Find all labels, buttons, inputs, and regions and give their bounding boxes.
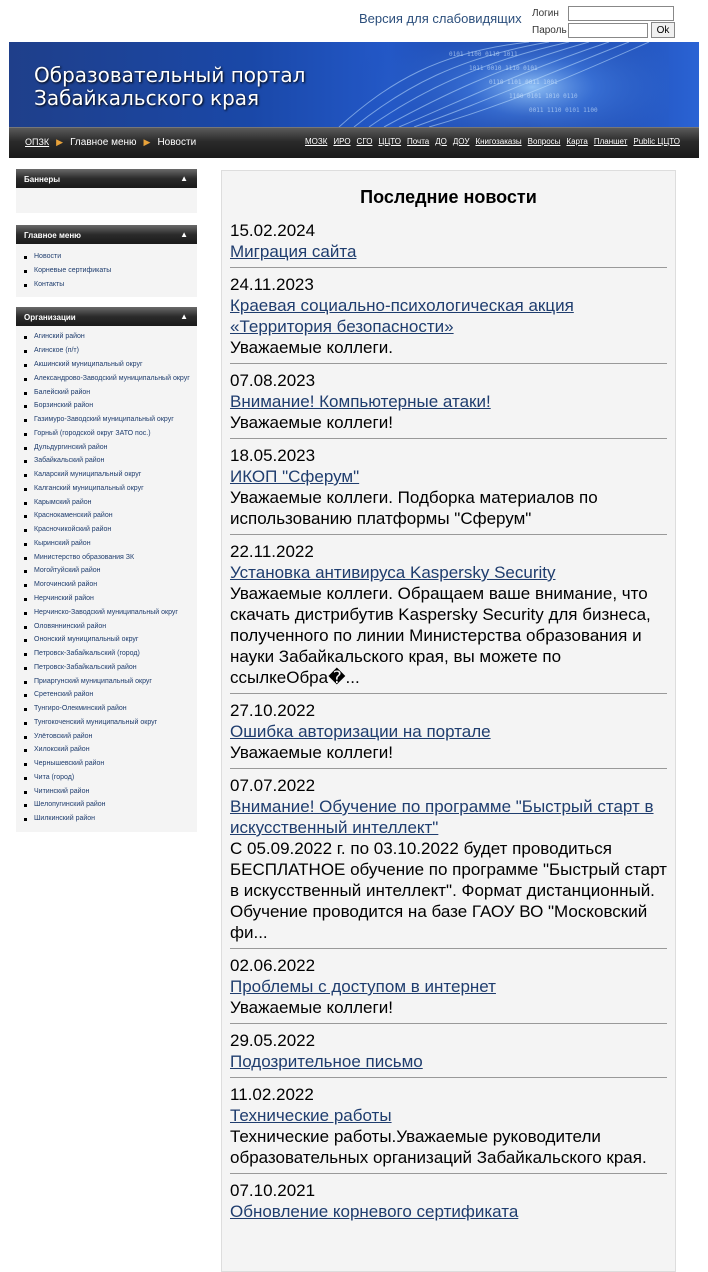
organization-link[interactable]: Акшинский муниципальный округ [34,360,143,368]
accessible-version-link[interactable]: Версия для слабовидящих [359,11,522,26]
news-date: 15.02.2024 [230,221,316,240]
news-headline-link[interactable]: Установка антивируса Kaspersky Security [230,563,556,582]
news-summary: С 05.09.2022 г. по 03.10.2022 будет проводиться БЕСПЛАТНОЕ обучение по программе "Быстрый старт в искусственный интеллект". Формат дистанционный. Обучение проводится на базе ГАОУ ВО "Московский фи... [230,839,667,942]
organization-item [16,482,197,496]
news-item [230,268,667,364]
svg-text:1100 0101 1010 0110: 1100 0101 1010 0110 [509,93,578,100]
organization-link[interactable]: Каларский муниципальный округ [34,471,142,478]
organization-item [16,441,197,455]
organization-item [16,386,197,400]
news-headline-link[interactable]: Внимание! Компьютерные атаки! [230,392,491,411]
sidebar [16,169,197,832]
organization-item [16,688,197,702]
organization-link[interactable]: Забайкальский район [34,457,105,465]
bullet-icon [24,447,27,450]
bullet-icon [24,336,27,339]
organization-link[interactable]: Читинский район [34,787,90,795]
organization-link[interactable]: Чернышевский район [34,760,105,767]
organization-link[interactable]: Агинское (п/т) [34,347,79,354]
organization-item [16,496,197,510]
organization-item [16,523,197,537]
password-label: Пароль [532,25,567,36]
news-item [230,214,667,268]
organization-link[interactable]: Петровск-Забайкальский район [34,663,137,671]
login-label: Логин [532,8,559,19]
organization-item [16,330,197,344]
bullet-icon [24,667,27,670]
news-item [230,1174,667,1227]
bullet-icon [24,488,27,491]
news-panel [221,170,676,1272]
breadcrumb-arrow-icon: ▶ [56,137,64,147]
news-date: 29.05.2022 [230,1031,316,1050]
organization-item [16,372,197,386]
top-link[interactable]: Карта [566,137,588,146]
top-link[interactable]: Public ЦЦТО [633,137,680,146]
news-item [230,535,667,694]
top-link[interactable]: Книгозаказы [475,137,522,146]
news-date: 22.11.2022 [230,542,314,561]
organization-item [16,620,197,634]
top-link[interactable]: МОЗК [305,137,328,146]
breadcrumb-item-news: Новости [157,137,197,148]
news-headline-link[interactable]: Ошибка авторизации на портале [230,722,491,741]
bullet-icon [24,515,27,518]
news-summary: Уважаемые коллеги. Обращаем ваше внимание, что скачать дистрибутив Kaspersky Security для бизнеса, полученного по линии Министерства образования и науки Забайкальского края, вы можете по ссылкеОбра�... [230,584,651,687]
news-summary: Уважаемые коллеги. Подборка материалов по использованию платформы "Сферум" [230,488,598,528]
main-menu-module-header[interactable] [16,225,197,244]
organization-item [16,427,197,441]
organization-link[interactable]: Дульдургинский район [34,443,108,451]
bullet-icon [24,270,27,273]
collapse-icon[interactable]: ▲ [180,312,188,322]
organization-link[interactable]: Петровск-Забайкальский (город) [34,650,140,657]
top-link[interactable]: Вопросы [527,137,561,146]
main-menu-item [16,264,197,278]
news-item [230,364,667,439]
organizations-title: Организации [24,313,76,323]
organization-item [16,537,197,551]
news-date: 07.08.2023 [230,371,316,390]
news-item [230,949,667,1024]
top-links [299,137,680,146]
bullet-icon [24,350,27,353]
breadcrumb-item-main-menu[interactable]: Главное меню [70,137,137,148]
top-link[interactable]: Планшет [593,137,628,146]
news-headline-link[interactable]: Обновление корневого сертификата [230,1202,519,1221]
organization-link[interactable]: Краснокаменский район [34,512,113,520]
main-menu-item [16,278,197,292]
organization-item [16,592,197,606]
bullet-icon [24,433,27,436]
svg-text:0101 1100 0110 1011: 0101 1100 0110 1011 [449,51,518,58]
news-headline-link[interactable]: Краевая социально-психологическая акция «Территория безопасности» [230,296,574,336]
bullet-icon [24,818,27,821]
organization-link[interactable]: Красночикойский район [34,526,112,533]
organization-link[interactable]: Хилокский район [34,746,90,754]
main-menu-link[interactable]: Корневые сертификаты [34,266,112,274]
organizations-box [16,326,197,832]
organization-item [16,785,197,799]
bullet-icon [24,722,27,725]
organization-link[interactable]: Тунгокоченский муниципальный округ [34,718,158,726]
bullet-icon [24,392,27,395]
top-link[interactable]: СГО [356,137,373,146]
collapse-icon[interactable]: ▲ [180,230,188,239]
organization-link[interactable]: Тунгиро-Олекминский район [34,705,127,712]
organization-item [16,551,197,565]
bullet-icon [24,639,27,642]
bullet-icon [24,749,27,752]
organization-item [16,675,197,689]
login-input[interactable] [568,6,674,21]
organization-link[interactable]: Шелопугинский район [34,801,106,809]
breadcrumb-root-link[interactable]: ОПЗК [25,137,50,147]
organization-link[interactable]: Могойтуйский район [34,567,101,575]
news-summary: Уважаемые коллеги! [230,743,393,762]
organization-link[interactable]: Министерство образования ЗК [34,553,135,561]
organization-item [16,358,197,372]
organization-item [16,730,197,744]
bullet-icon [24,708,27,711]
organization-item [16,399,197,413]
bullet-icon [24,736,27,739]
news-date: 07.10.2021 [230,1181,316,1200]
bullet-icon [24,626,27,629]
organization-item [16,564,197,578]
organization-link[interactable]: Нерчинский район [34,594,94,602]
top-link[interactable]: Почта [407,137,430,146]
main-menu-item [16,250,197,264]
news-headline-link[interactable]: Миграция сайта [230,242,357,261]
bullet-icon [24,378,27,381]
organization-link[interactable]: Кыринский район [34,539,91,547]
top-link[interactable]: ИРО [333,137,351,146]
organization-item [16,798,197,812]
news-summary: Уважаемые коллеги! [230,413,393,432]
organization-item [16,771,197,785]
breadcrumb-arrow-icon: ▶ [143,137,151,147]
bullet-icon [24,502,27,505]
organization-item [16,454,197,468]
main-menu-link[interactable]: Контакты [34,280,65,288]
news-summary: Технические работы.Уважаемые руководители образовательных организаций Забайкальского края. [230,1127,647,1167]
organization-item [16,812,197,826]
organization-link[interactable]: Чита (город) [34,773,75,781]
bullet-icon [24,529,27,532]
organization-link[interactable]: Калганский муниципальный округ [34,484,144,492]
organization-item [16,757,197,771]
organization-link[interactable]: Газимуро-Заводский муниципальный округ [34,416,174,423]
site-banner [9,42,699,127]
news-headline-link[interactable]: Внимание! Обучение по программе "Быстрый старт в искусственный интеллект" [230,797,654,837]
news-date: 07.07.2022 [230,776,316,795]
organization-item [16,633,197,647]
organization-link[interactable]: Улётовский район [34,732,93,740]
bullet-icon [24,584,27,587]
news-date: 02.06.2022 [230,956,316,975]
bullet-icon [24,653,27,656]
organizations-module-header[interactable] [16,307,197,326]
bullet-icon [24,804,27,807]
organization-link[interactable]: Приаргунский муниципальный округ [34,677,152,685]
organization-item [16,647,197,661]
bullet-icon [24,694,27,697]
bullet-icon [24,763,27,766]
collapse-icon[interactable]: ▲ [180,174,188,183]
svg-text:1011 0010 1110 0101: 1011 0010 1110 0101 [469,65,538,72]
top-bar [0,0,708,42]
bullet-icon [24,284,27,287]
organization-item [16,743,197,757]
news-date: 24.11.2023 [230,275,314,294]
bullet-icon [24,681,27,684]
organizations-list [16,326,197,832]
organization-link[interactable]: Ононский муниципальный округ [34,636,139,644]
organization-item [16,606,197,620]
bullet-icon [24,598,27,601]
news-summary: Уважаемые коллеги! [230,998,393,1017]
news-item [230,1024,667,1078]
organization-link[interactable]: Александрово-Заводский муниципальный округ [34,374,190,382]
bullet-icon [24,419,27,422]
bullet-icon [24,791,27,794]
news-item [230,439,667,535]
main-menu-box [16,244,197,297]
main-menu-title: Главное меню [24,231,82,240]
news-item [230,1078,667,1174]
news-title: Последние новости [360,187,537,207]
organization-link[interactable]: Балейский район [34,388,91,396]
organization-item [16,716,197,730]
news-summary: Уважаемые коллеги. [230,338,393,357]
organization-item [16,702,197,716]
bullet-icon [24,364,27,367]
organization-link[interactable]: Агинский район [34,333,85,341]
organization-item [16,661,197,675]
ok-button[interactable]: Ok [651,22,675,38]
organization-link[interactable]: Оловяннинский район [34,622,107,630]
svg-text:0011 1110 0101 1100: 0011 1110 0101 1100 [529,107,598,114]
banners-title: Баннеры [24,175,61,184]
news-headline-link[interactable]: ИКОП "Сферум" [230,467,360,486]
news-item [230,769,667,949]
bullet-icon [24,460,27,463]
news-headline-link[interactable]: Подозрительное письмо [230,1052,423,1071]
password-input[interactable] [568,23,648,38]
organization-link[interactable]: Горный (городской округ ЗАТО пос.) [34,429,151,437]
organization-item [16,344,197,358]
top-link[interactable]: ДО [435,137,447,146]
site-title: Образовательный портал Забайкальского края [34,63,306,110]
news-headline-link[interactable]: Проблемы с доступом в интернет [230,977,496,996]
organization-link[interactable]: Могочинский район [34,581,98,588]
bullet-icon [24,777,27,780]
main-menu-list [16,244,197,297]
news-date: 18.05.2023 [230,446,316,465]
news-item [230,694,667,769]
organization-link[interactable]: Нерчинско-Заводский муниципальный округ [34,608,178,616]
news-date: 11.02.2022 [230,1085,314,1104]
organization-item [16,578,197,592]
organization-item [16,468,197,482]
banners-box [16,188,197,213]
organization-link[interactable]: Карымский район [34,498,92,506]
bullet-icon [24,570,27,573]
svg-text:0110 1101 0011 1001: 0110 1101 0011 1001 [489,79,558,86]
organization-link[interactable]: Сретенский район [34,691,94,699]
breadcrumb [25,137,196,148]
top-link[interactable]: ЦЦТО [378,137,402,146]
news-list [222,214,675,1227]
bullet-icon [24,612,27,615]
news-date: 27.10.2022 [230,701,316,720]
nav-bar [9,127,699,158]
main-menu-link[interactable]: Новости [34,253,62,260]
news-headline-link[interactable]: Технические работы [230,1106,392,1125]
bullet-icon [24,474,27,477]
bullet-icon [24,557,27,560]
bullet-icon [24,405,27,408]
organization-item [16,413,197,427]
organization-link[interactable]: Борзинский район [34,402,94,410]
organization-item [16,509,197,523]
organization-link[interactable]: Шилкинский район [34,815,96,822]
bullet-icon [24,256,27,259]
top-link[interactable]: ДОУ [452,137,470,146]
banners-module-header[interactable] [16,169,197,188]
bullet-icon [24,543,27,546]
